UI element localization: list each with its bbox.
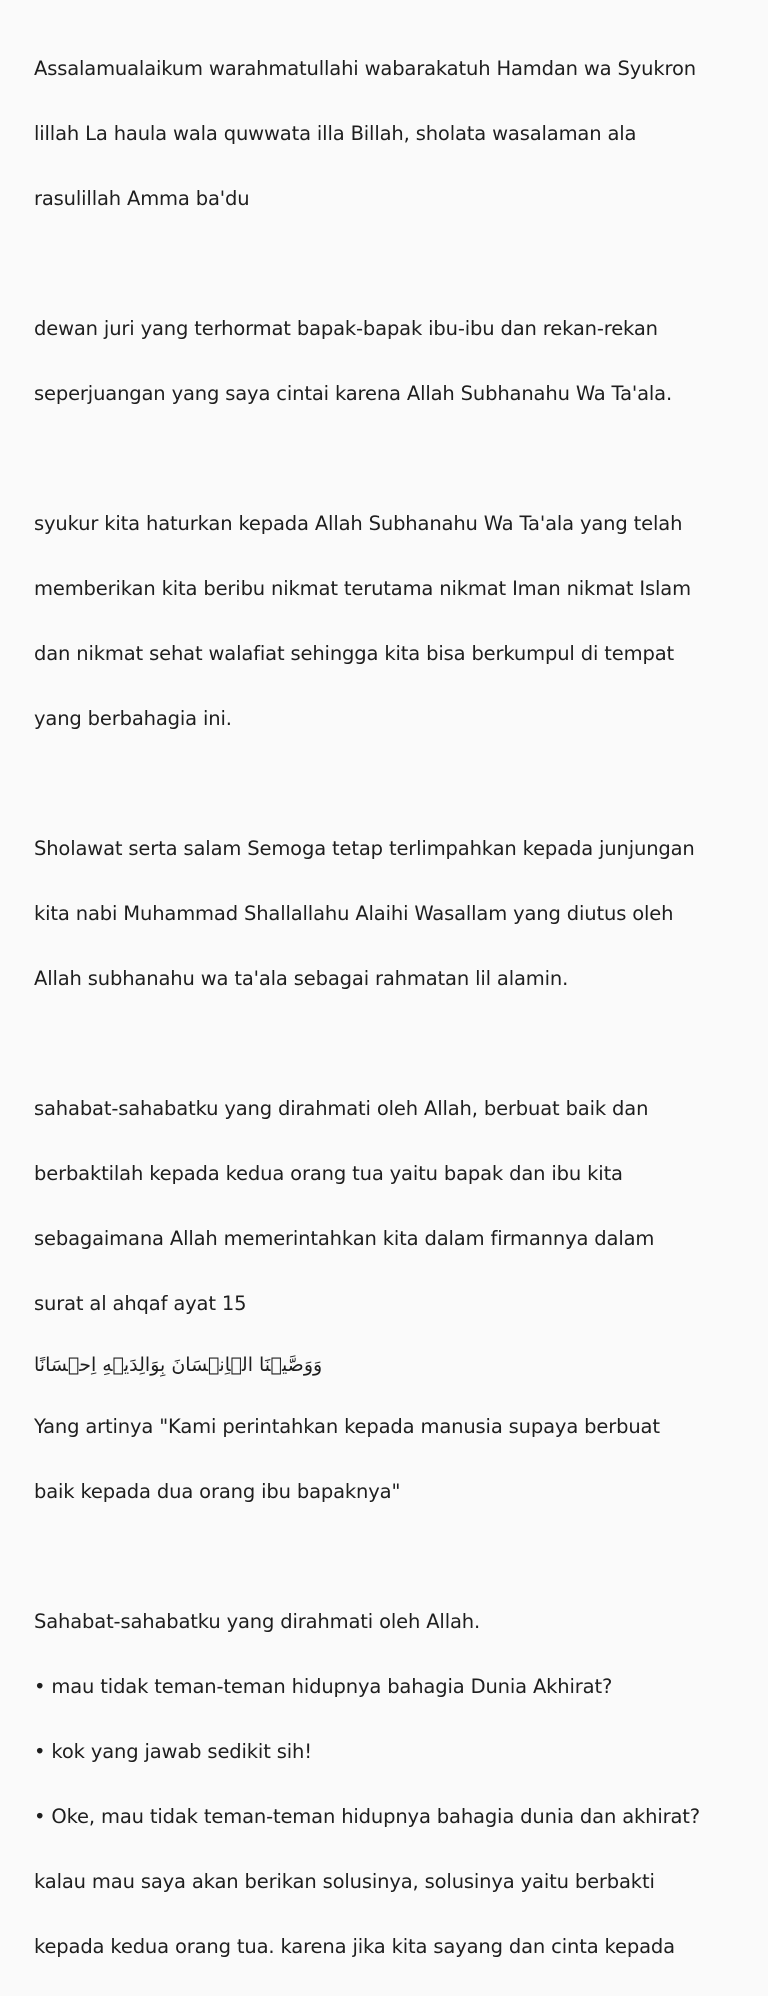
text-line: dan nikmat sehat walafiat sehingga kita bisa berkumpul di tempat [34, 638, 734, 671]
text-line: surat al ahqaf ayat 15 [34, 1288, 734, 1321]
arabic-verse: وَوَصَّيۡنَا الۡاِنۡسَانَ بِوَالِدَيۡهِ اِحۡسَانًا [34, 1351, 734, 1379]
text-line: Sahabat-sahabatku yang dirahmati oleh Allah. [34, 1606, 734, 1639]
bullet-item: • mau tidak teman-teman hidupnya bahagia Dunia Akhirat? [34, 1671, 734, 1704]
text-line: kalau mau saya akan berikan solusinya, solusinya yaitu berbakti [34, 1866, 734, 1899]
text-line: sahabat-sahabatku yang dirahmati oleh Allah, berbuat baik dan [34, 1093, 734, 1126]
text-line: Allah subhanahu wa ta'ala sebagai rahmatan lil alamin. [34, 963, 734, 996]
text-line: seperjuangan yang saya cintai karena Allah Subhanahu Wa Ta'ala. [34, 378, 734, 411]
text-line: Assalamualaikum warahmatullahi wabarakatuh Hamdan wa Syukron [34, 53, 734, 86]
text-line: rasulillah Amma ba'du [34, 183, 734, 216]
paragraph-sholawat [34, 800, 734, 1028]
paragraph-closing [34, 1574, 734, 1996]
text-line: memberikan kita beribu nikmat terutama nikmat Iman nikmat Islam [34, 573, 734, 606]
bullet-item: • kok yang jawab sedikit sih! [34, 1736, 734, 1769]
text-line: kita nabi Muhammad Shallallahu Alaihi Wasallam yang diutus oleh [34, 898, 734, 931]
paragraph-verse [34, 1060, 734, 1541]
text-line: sebagaimana Allah memerintahkan kita dalam firmannya dalam [34, 1223, 734, 1256]
text-line: berbaktilah kepada kedua orang tua yaitu bapak dan ibu kita [34, 1158, 734, 1191]
bullet-item: • Oke, mau tidak teman-teman hidupnya bahagia dunia dan akhirat? [34, 1801, 734, 1834]
text-line: dewan juri yang terhormat bapak-bapak ibu-ibu dan rekan-rekan [34, 313, 734, 346]
paragraph-gratitude [34, 475, 734, 768]
text-line: syukur kita haturkan kepada Allah Subhanahu Wa Ta'ala yang telah [34, 508, 734, 541]
text-line: kepada kedua orang tua. karena jika kita sayang dan cinta kepada [34, 1931, 734, 1964]
text-line: yang berbahagia ini. [34, 703, 734, 736]
text-line: Sholawat serta salam Semoga tetap terlimpahkan kepada junjungan [34, 833, 734, 866]
paragraph-greeting [34, 20, 734, 248]
text-line: lillah La haula wala quwwata illa Billah, sholata wasalaman ala [34, 118, 734, 151]
text-line: Yang artinya "Kami perintahkan kepada manusia supaya berbuat [34, 1411, 734, 1444]
text-line: baik kepada dua orang ibu bapaknya" [34, 1476, 734, 1509]
paragraph-address [34, 280, 734, 443]
